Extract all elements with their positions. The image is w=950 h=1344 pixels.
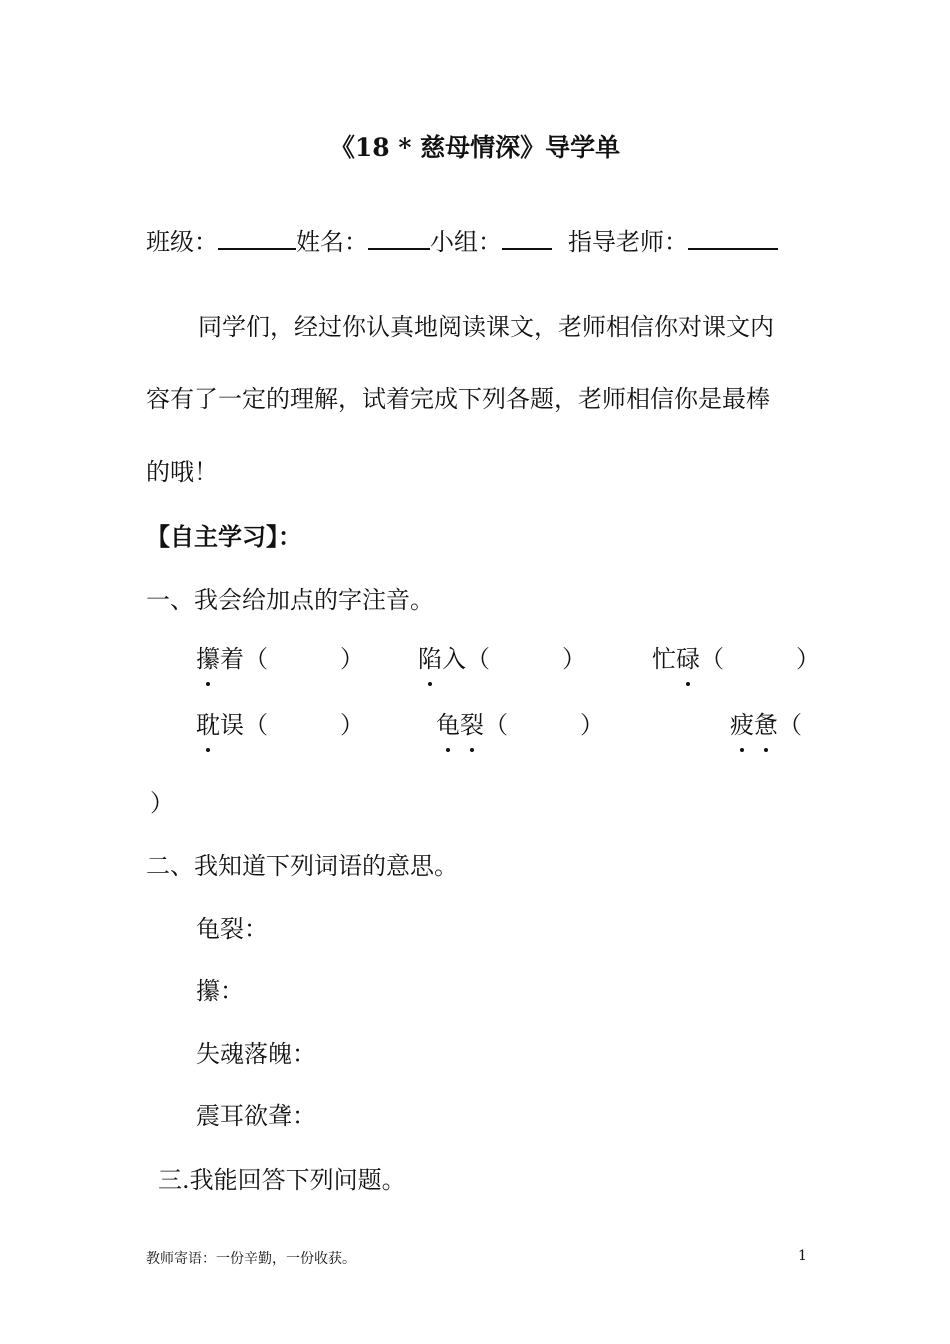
group-blank[interactable] — [502, 226, 552, 250]
definition-item: 失魂落魄： — [196, 1040, 316, 1068]
answer-paren[interactable]: （ — [778, 711, 802, 739]
dotted-char: 陷 — [418, 639, 442, 674]
dotted-char: 龟 — [436, 705, 460, 740]
class-label: 班级： — [146, 228, 218, 256]
pinyin-item: 忙碌（ ） — [652, 639, 820, 674]
pinyin-item: 陷入（ ） — [418, 639, 586, 674]
intro-line-2: 容有了一定的理解，试着完成下列各题，老师相信你是最棒 — [146, 385, 770, 413]
pinyin-item — [730, 705, 802, 740]
definition-item: 攥： — [196, 977, 244, 1005]
pinyin-item: 耽误（ ） — [196, 705, 364, 740]
dotted-char: 裂 — [460, 705, 484, 740]
answer-paren[interactable]: （ ） — [484, 711, 604, 739]
dotted-char: 疲 — [730, 705, 754, 740]
group-label: 小组： — [430, 228, 502, 256]
dotted-char: 碌 — [676, 639, 700, 674]
pinyin-item — [436, 705, 604, 740]
name-blank[interactable] — [368, 226, 430, 250]
question-2-heading: 二、我知道下列词语的意思。 — [146, 852, 458, 880]
definition-item: 震耳欲聋： — [196, 1102, 316, 1130]
question-3-heading: 三.我能回答下列问题。 — [158, 1166, 406, 1194]
page-number: 1 — [798, 1248, 807, 1264]
name-label: 姓名： — [296, 228, 368, 256]
answer-paren[interactable]: （ ） — [466, 645, 586, 673]
pinyin-item: 攥着（ ） — [196, 639, 364, 674]
footer-motto: 教师寄语：一份辛勤，一份收获。 — [146, 1251, 356, 1267]
answer-paren[interactable]: （ ） — [244, 711, 364, 739]
student-info-line — [146, 222, 778, 257]
teacher-label: 指导老师： — [568, 228, 688, 256]
intro-line-3: 的哦！ — [146, 458, 218, 486]
answer-paren[interactable]: （ ） — [244, 645, 364, 673]
intro-line-1: 同学们，经过你认真地阅读课文，老师相信你对课文内 — [198, 313, 774, 341]
section-heading: 【自主学习】： — [146, 522, 302, 551]
wrapped-paren: ） — [150, 789, 174, 817]
definition-item: 龟裂： — [196, 915, 268, 943]
dotted-char: 攥 — [196, 639, 220, 674]
dotted-char: 惫 — [754, 705, 778, 740]
page-title: 《18 * 慈母情深》导学单 — [329, 133, 621, 162]
class-blank[interactable] — [218, 226, 296, 250]
dotted-char: 耽 — [196, 705, 220, 740]
answer-paren[interactable]: （ ） — [700, 645, 820, 673]
question-1-heading: 一、我会给加点的字注音。 — [146, 586, 434, 614]
teacher-blank[interactable] — [688, 226, 778, 250]
